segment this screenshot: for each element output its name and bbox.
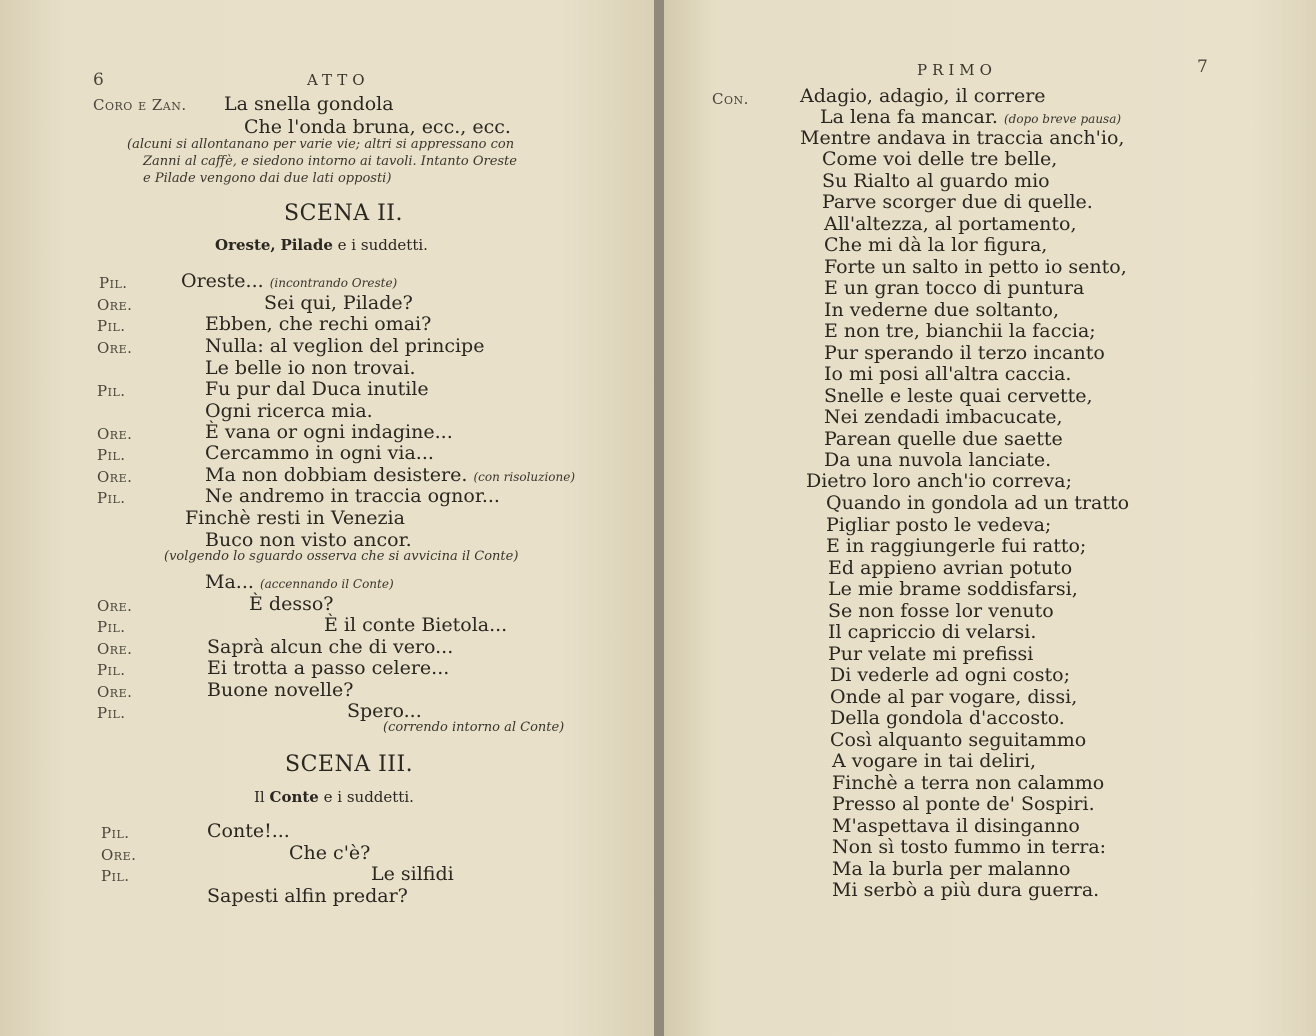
verse-line: Sapesti alfin predar? xyxy=(207,885,408,907)
verse-line: Onde al par vogare, dissi, xyxy=(830,686,1078,708)
verse-line: Della gondola d'accosto. xyxy=(830,707,1065,729)
stage-direction: (accennando il Conte) xyxy=(259,577,394,591)
cast-name: Pilade xyxy=(280,236,333,254)
speaker-label: Pil. xyxy=(97,704,126,722)
speaker-label: Ore. xyxy=(97,640,133,658)
speaker-label: Pil. xyxy=(101,867,130,885)
verse-line: Io mi posi all'altra caccia. xyxy=(824,363,1072,385)
cast-name: Conte xyxy=(269,788,319,806)
speaker-label: Pil. xyxy=(101,824,130,842)
speaker-label: Pil. xyxy=(97,382,126,400)
cast-rest: e i suddetti. xyxy=(323,788,414,806)
verse-line: E un gran tocco di puntura xyxy=(824,277,1085,299)
scene-cast xyxy=(254,788,414,806)
verse-line: La snella gondola xyxy=(224,93,394,115)
scene-heading: SCENA III. xyxy=(285,752,414,777)
verse-line: All'altezza, al portamento, xyxy=(824,213,1077,235)
running-head: PRIMO xyxy=(917,61,997,79)
verse-line: Pigliar posto le vedeva; xyxy=(826,514,1052,536)
verse-line: Se non fosse lor venuto xyxy=(828,600,1054,622)
verse-line: Parean quelle due saette xyxy=(824,428,1063,450)
verse-line: Fu pur dal Duca inutile xyxy=(205,378,429,400)
verse-text: Ma... xyxy=(205,571,254,593)
verse-text: Oreste... xyxy=(181,270,264,292)
cast-name: Oreste, xyxy=(215,236,276,254)
verse-line: Pur sperando il terzo incanto xyxy=(824,342,1105,364)
speaker-label: Ore. xyxy=(97,425,133,443)
verse-line: Buone novelle? xyxy=(207,679,354,701)
stage-direction: e Pilade vengono dai due lati opposti) xyxy=(143,171,392,186)
verse-line: E in raggiungerle fui ratto; xyxy=(826,535,1087,557)
verse-text: Ma non dobbiam desistere. xyxy=(205,464,468,486)
verse-line: Presso al ponte de' Sospiri. xyxy=(832,793,1095,815)
speaker-label: Coro e Zan. xyxy=(93,96,187,114)
verse-line: È il conte Bietola... xyxy=(324,614,508,636)
verse-line: Nei zendadi imbacucate, xyxy=(824,406,1063,428)
verse-line: Dietro loro anch'io correva; xyxy=(806,470,1072,492)
verse-line xyxy=(205,571,394,595)
verse-line: Nulla: al veglion del principe xyxy=(205,335,485,357)
verse-line: Che mi dà la lor figura, xyxy=(824,234,1048,256)
verse-line: Snelle e leste quai cervette, xyxy=(824,385,1093,407)
verse-line: Forte un salto in petto io sento, xyxy=(824,256,1127,278)
verse-line: Buco non visto ancor. xyxy=(205,529,412,551)
verse-line: Ogni ricerca mia. xyxy=(205,400,373,422)
speaker-label: Con. xyxy=(712,90,749,108)
verse-line: Mi serbò a più dura guerra. xyxy=(832,879,1100,901)
verse-line: Di vederle ad ogni costo; xyxy=(830,664,1070,686)
verse-line: È vana or ogni indagine... xyxy=(205,421,453,443)
verse-line: Sei qui, Pilade? xyxy=(264,292,413,314)
running-head: ATTO xyxy=(307,71,370,89)
verse-line: Le silfidi xyxy=(371,863,454,885)
speaker-label: Ore. xyxy=(97,683,133,701)
scene-heading: SCENA II. xyxy=(284,201,403,226)
verse-line: Cercammo in ogni via... xyxy=(205,442,434,464)
verse-line: Da una nuvola lanciate. xyxy=(824,449,1052,471)
speaker-label: Pil. xyxy=(97,446,126,464)
verse-line: Le mie brame soddisfarsi, xyxy=(828,578,1078,600)
verse-line: Ma la burla per malanno xyxy=(832,858,1071,880)
scene-cast xyxy=(215,236,428,254)
verse-line: Adagio, adagio, il correre xyxy=(800,85,1046,107)
speaker-label: Pil. xyxy=(99,274,128,292)
verse-line: È desso? xyxy=(249,593,334,615)
left-page xyxy=(0,0,656,1036)
stage-direction: (con risoluzione) xyxy=(473,470,576,484)
verse-line: Le belle io non trovai. xyxy=(205,357,416,379)
verse-line: Conte!... xyxy=(207,820,290,842)
verse-line: E non tre, bianchii la faccia; xyxy=(824,320,1096,342)
speaker-label: Pil. xyxy=(97,618,126,636)
stage-direction: (alcuni si allontanano per varie vie; altri si appressano con xyxy=(127,137,515,152)
verse-line: Quando in gondola ad un tratto xyxy=(826,492,1130,514)
verse-line: Mentre andava in traccia anch'io, xyxy=(800,127,1125,149)
stage-direction: (correndo intorno al Conte) xyxy=(383,720,565,735)
verse-line: M'aspettava il disinganno xyxy=(832,815,1080,837)
verse-text: La lena fa mancar. xyxy=(820,106,998,128)
speaker-label: Ore. xyxy=(97,339,133,357)
verse-line: A vogare in tai deliri, xyxy=(832,750,1036,772)
verse-line xyxy=(181,270,397,294)
cast-pre: Il xyxy=(254,788,265,806)
verse-line: Finchè resti in Venezia xyxy=(185,507,405,529)
speaker-label: Ore. xyxy=(101,846,137,864)
stage-direction: (incontrando Oreste) xyxy=(269,276,398,290)
verse-line: Spero... xyxy=(347,700,422,722)
verse-line: Parve scorger due di quelle. xyxy=(822,191,1093,213)
verse-line: Come voi delle tre belle, xyxy=(822,148,1058,170)
verse-line: Non sì tosto fummo in terra: xyxy=(832,836,1107,858)
verse-line: Su Rialto al guardo mio xyxy=(822,170,1050,192)
verse-line: Ebben, che rechi omai? xyxy=(205,313,432,335)
verse-line: Pur velate mi prefissi xyxy=(828,643,1034,665)
verse-line: Così alquanto seguitammo xyxy=(830,729,1087,751)
page-number: 7 xyxy=(1197,57,1208,77)
stage-direction: (volgendo lo sguardo osserva che si avvicina il Conte) xyxy=(164,549,519,564)
verse-line: Che l'onda bruna, ecc., ecc. xyxy=(244,116,511,138)
verse-line: Ne andremo in traccia ognor... xyxy=(205,485,500,507)
verse-line: Il capriccio di velarsi. xyxy=(828,621,1037,643)
verse-line: Saprà alcun che di vero... xyxy=(207,636,454,658)
right-page xyxy=(664,0,1316,1036)
speaker-label: Ore. xyxy=(97,597,133,615)
verse-line: Ed appieno avrian potuto xyxy=(828,557,1073,579)
verse-line: Che c'è? xyxy=(289,842,371,864)
stage-direction: Zanni al caffè, e siedono intorno ai tavoli. Intanto Oreste xyxy=(143,154,517,169)
speaker-label: Pil. xyxy=(97,489,126,507)
verse-line: In vederne due soltanto, xyxy=(824,299,1060,321)
speaker-label: Pil. xyxy=(97,661,126,679)
speaker-label: Ore. xyxy=(97,296,133,314)
speaker-label: Ore. xyxy=(97,468,133,486)
stage-direction: (dopo breve pausa) xyxy=(1003,112,1122,126)
cast-rest: e i suddetti. xyxy=(337,236,428,254)
speaker-label: Pil. xyxy=(97,317,126,335)
page-number: 6 xyxy=(93,70,104,90)
verse-line: Ei trotta a passo celere... xyxy=(207,657,450,679)
verse-line: Finchè a terra non calammo xyxy=(832,772,1105,794)
